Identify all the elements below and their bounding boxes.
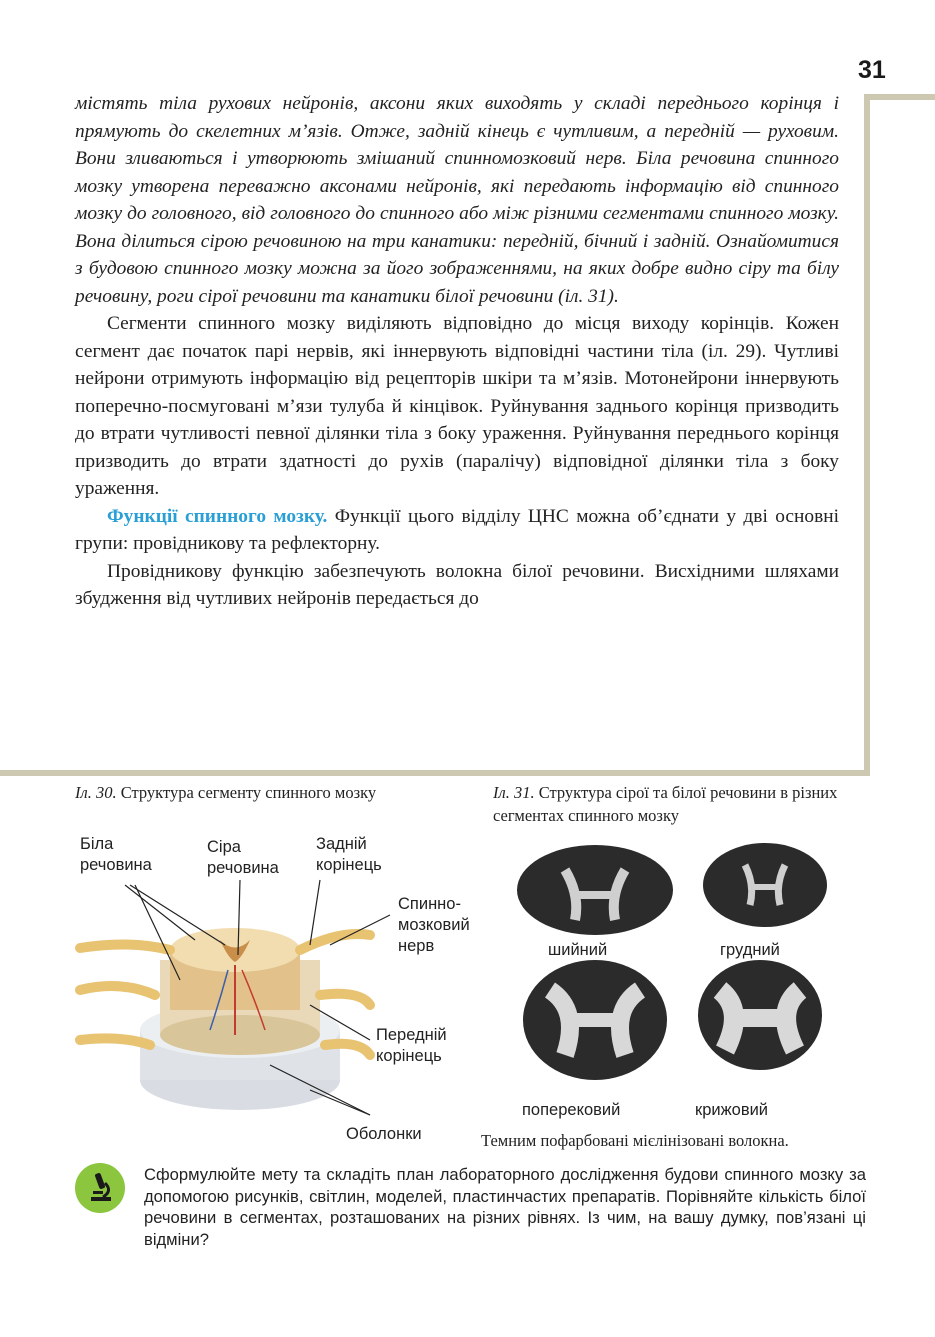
fig31-note: Темним пофарбовані мієлінізовані волокна. [481, 1131, 789, 1150]
section-heading: Функції спинного мозку. [107, 505, 328, 527]
microscope-icon [75, 1163, 125, 1213]
label-thoracic: грудний [720, 941, 780, 959]
paragraph-functions-text: Функції цього відділу ЦНС можна об’єднати у дві основні групи: провідникову та рефлекторну. [75, 505, 839, 554]
spinal-cross-sections [510, 840, 840, 1100]
sacral-section [698, 960, 822, 1070]
label-lumbar: поперековий [522, 1101, 621, 1119]
fig31-number: Іл. 31. [493, 783, 535, 802]
paragraph-italic: містять тіла рухових нейронів, аксони яких виходять у складі переднього корінця і прямують до скелетних м’язів. Отже, задній кінець є чутливим, а передній — руховим. Вони зливаються і утворюють змішаний спинномозковий нерв. Біла речовина спинного мозку утворена переважно аксонами нейронів, які передають інформацію від спинного мозку до головного, від головного до спинного або між різними сегментами спинного мозку. Вона ділиться сірою речовиною на три канатики: передній, бічний і задній. Ознайомитися з будовою спинного мозку можна за його зображеннями, на яких добре видно сіру та білу речовину, роги сірої речовини та канатики білої речовини (іл. 31). [75, 93, 839, 307]
label-dorsal-root: Задній корінець [316, 835, 382, 874]
fig30-caption-text: Структура сегменту спинного мозку [116, 783, 377, 802]
frame-right-border [864, 94, 870, 776]
fig30-number: Іл. 30. [75, 783, 117, 802]
label-white-matter: Біла речовина [80, 835, 152, 874]
paragraph-functions [75, 503, 839, 558]
label-sacral: крижовий [695, 1101, 769, 1119]
page-number: 31 [858, 56, 886, 84]
paragraph-segments: Сегменти спинного мозку виділяють відповідно до місця виходу корінців. Кожен сегмент дає початок парі нервів, які іннервують відповідні частини тіла (іл. 29). Чутливі нейрони отримують інформацію від рецепторів шкіри та м’язів. Мотонейрони іннервують поперечно-посмуговані м’язи тулуба й кінцівок. Руйнування заднього корінця призводить до втрати чутливості певної ділянки тіла з боку ураження. Руйнування переднього корінця призводить до втрати здатності до рухів (паралічу) відповідної ділянки тіла з боку ураження. [75, 313, 839, 499]
frame-top-border [864, 94, 935, 100]
paragraph-conduction: Провідникову функцію забезпечують волокна білої речовини. Висхідними шляхами збудження від чутливих нейронів передається до [75, 560, 839, 609]
fig30-caption [75, 781, 445, 804]
frame-bottom-border [0, 770, 870, 776]
thoracic-section [703, 843, 827, 927]
label-spinal-nerve: Спинно-мозковий нерв [398, 895, 470, 955]
fig31-caption [493, 781, 873, 827]
label-meninges: Оболонки [346, 1125, 422, 1143]
task-text: Сформулюйте мету та складіть план лабораторного дослідження будови спинного мозку за допомогою рисунків, світлин, моделей, пластинчастих препаратів. Порівняйте кількість білої речовини в сегментах, розташованих на різних рівнях. Із чим, на вашу думку, пов’язані ці відміни? [144, 1165, 866, 1249]
cervical-section [517, 845, 673, 935]
fig31-caption-text: Структура сірої та білої речовини в різних сегментах спинного мозку [493, 783, 838, 825]
label-ventral-root: Передній корінець [376, 1026, 447, 1065]
lumbar-section [523, 960, 667, 1080]
main-text [75, 90, 839, 613]
label-gray-matter: Сіра речовина [207, 838, 279, 877]
label-cervical: шийний [548, 941, 608, 959]
